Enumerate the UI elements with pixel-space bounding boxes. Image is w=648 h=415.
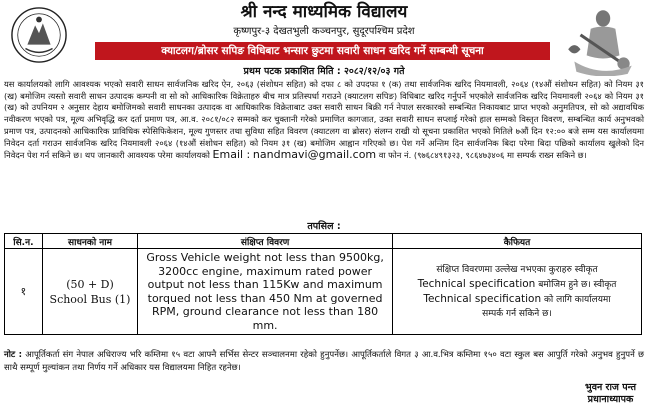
notice-title-banner: क्याटलग/ब्रोसर सपिङ विधिबाट भन्सार छुटमा सवारी साधन खरिद गर्ने सम्बन्धी सूचना bbox=[95, 42, 550, 60]
remark-line-2-np: बमोजिम हुने छ। स्वीकृत bbox=[538, 279, 617, 290]
remark-line-1: संक्षिप्त विवरणमा उल्लेख नभएका कुराहरु स्वीकृत bbox=[436, 264, 598, 275]
remark-line-3 bbox=[396, 292, 638, 307]
table-title: तपसिल : bbox=[307, 221, 341, 232]
note-label: नोट : bbox=[4, 350, 23, 360]
remark-line-4: सम्पर्क गर्न सकिने छ। bbox=[482, 308, 552, 319]
publish-date: प्रथम पटक प्रकाशित मिति : २०८२/१२/०३ गते bbox=[243, 66, 405, 77]
vehicle-type: School Bus (1) bbox=[49, 292, 131, 306]
notice-paragraph: यस कार्यालयको लागि आवश्यक भएको सवारी साधन सार्वजनिक खरिद ऐन, २०६३ (संशोधन सहित) को दफा ८ को उपदफा १ (क) तथा सार्वजनिक खरिद नियमावली, २०६४ (१४औं संशोधन सहित) को नियम ३१ (ख) बमोजिम त्यस्तो सवारी साधन उत्पादक कम्पनी वा सो को आधिकारिक विक्रेताहरु बीच मात्र प्रतिस्पर्धा गराउने (क्याटलग सपिङ) विधिबाट खरिद गर्नुपर्ने भएकोले सार्वजनिक खरिद नियमावली २०६४ को नियम ३१ (ख) को उपनियम २ अनुसार देहाय बमोजिमको सवारी साधनका उत्पादक वा आधिकारिक विक्रेताबाट उक्त सवारी साधन बिक्री गर्न नेपाल सरकारको सम्बन्धित निकायबाट प्राप्त भएको अनुमतिपत्र, सो को अद्यावधिक नवीकरण भएको पत्र, मूल्य अभिवृद्धि कर दर्ता प्रमाण पत्र, आ.व. २०८१/०८२ सम्मको कर चुक्तानी गरेको प्रमाणित कागजात, उक्त सवारी साधन सप्लाई गरेको हाल सम्मको विस्तृत विवरण, सम्बन्धित कार्य अनुभवको प्रमाण पत्र, उत्पादनको आधिकारिक प्राविधिक स्पेसिफिकेशन, मूल्य गुणस्तर तथा सुविधा सहित विवरण (क्याटलग वा ब्रोसर) संलग्न राखी यो सूचना प्रकाशित भएको मितिले ७औं दिन १२:०० बजे सम्म यस कार्यालयमा निवेदन दर्ता गराउन सार्वजनिक खरिद नियमावली २०६४ (१४औं संशोधन सहित) को नियम ३१ (ख) बमोजिम आह्वान गरिएको छ। पेश गर्ने अन्तिम दिन सार्वजनिक बिदा परेमा बिदा पछिको कार्यालय खुलेको दिन निवेदन पेश गर्न सकिने छ। थप जानकारी आवश्यक परेमा कार्यालयको bbox=[4, 79, 644, 161]
note-text: आपूर्तिकर्ता संग नेपाल अधिराज्य भरि कम्तिमा १५ वटा आफ्नै सर्भिस सेन्टर सञ्चालनमा रहेको हुनुपर्नेछ। आपूर्तिकर्ताले विगत ३ आ.व.भित्र कम्तिमा १५० वटा स्कुल बस आपुर्ति गरेको अनुभव हुनुपर्ने छ साथै सम्पूर्ण मुल्यांकन तथा निर्णय गर्ने अधिकार यस विद्यालयमा निहित रहनेछ। bbox=[4, 350, 644, 373]
school-address: कृष्णपुर-३ देखतभुली कञ्चनपुर, सुदूरपश्चिम प्रदेश bbox=[233, 26, 415, 37]
signatory-name: भुवन राज पन्त bbox=[585, 382, 636, 393]
vehicle-seat-config: (50 + D) bbox=[66, 277, 114, 291]
signatory-designation: प्रधानाध्यापक bbox=[587, 394, 634, 405]
header-vehicle-name: साधनको नाम bbox=[42, 234, 137, 249]
contact-info: वा फोन नं. (९७६८४९१३२३, ९८६४७३४०६ मा सम्पर्क राख्न सकिने छ। bbox=[378, 150, 587, 161]
email-link[interactable]: nandmavi@gmail.com bbox=[252, 148, 377, 162]
row-vehicle-name bbox=[42, 249, 137, 335]
school-name: श्री नन्द माध्यमिक विद्यालय bbox=[240, 2, 408, 22]
header-description: संक्षिप्त विवरण bbox=[138, 234, 393, 249]
row-remarks bbox=[392, 249, 641, 335]
header-remarks: कैफियत bbox=[392, 234, 641, 249]
remark-line-3-np: को लागि कार्यालयमा bbox=[544, 294, 611, 305]
table-header-row bbox=[5, 234, 642, 249]
table-row bbox=[5, 249, 642, 335]
row-description: Gross Vehicle weight not less than 9500kg, 3200cc engine, maximum rated power output not less than 115Kw and maximum torqued not less than 450 Nm at governed RPM, ground clearance not less than 180 mm. bbox=[138, 249, 393, 335]
header-serial: सि.न. bbox=[5, 234, 43, 249]
remark-spec-text: Technical specification bbox=[417, 277, 536, 290]
remark-line-2 bbox=[396, 277, 638, 292]
row-serial: १ bbox=[5, 249, 43, 335]
remark-spec-text-2: Technical specification bbox=[423, 292, 542, 305]
notice-body bbox=[4, 79, 644, 162]
note bbox=[4, 349, 644, 375]
signatory bbox=[585, 382, 636, 406]
vehicle-table bbox=[4, 233, 642, 335]
email-label: Email : bbox=[212, 148, 251, 162]
